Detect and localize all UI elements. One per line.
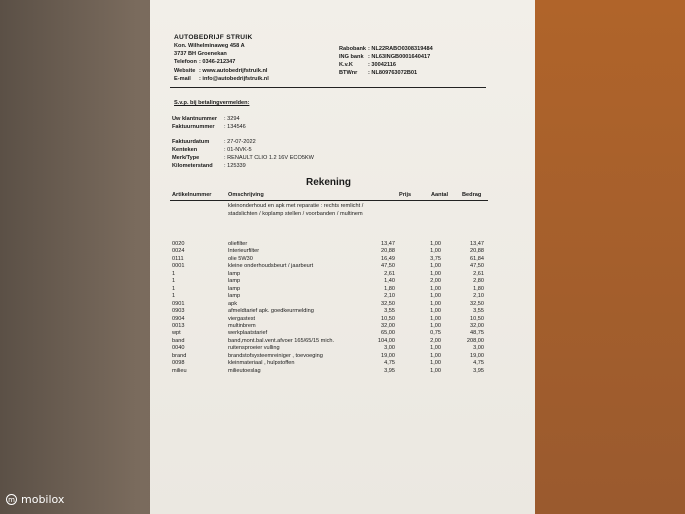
row-artikelnummer: 1 <box>172 270 176 277</box>
row-bedrag: 10,50 <box>470 315 484 322</box>
row-artikelnummer: milieu <box>172 367 187 374</box>
payment-notice: S.v.p. bij betalingvermelden: <box>174 100 250 106</box>
row-bedrag: 2,10 <box>473 293 484 300</box>
kvk-value: : 30042116 <box>368 62 396 68</box>
row-prijs: 13,47 <box>381 241 395 247</box>
row-artikelnummer: 0020 <box>172 241 185 247</box>
kenteken-label: Kenteken <box>172 147 198 153</box>
rabobank-label: Rabobank <box>339 46 367 52</box>
row-aantal: 1,00 <box>430 300 441 307</box>
row-aantal: 1,00 <box>430 352 441 359</box>
background-right <box>535 0 685 514</box>
watermark-logo-icon: m <box>6 494 17 505</box>
faktuurdatum-value: : 27-07-2022 <box>224 139 256 145</box>
btw-label: BTWnr <box>339 70 358 76</box>
row-artikelnummer: 1 <box>172 278 176 285</box>
phone-label: Telefoon <box>174 59 197 65</box>
col-omschrijving: Omschrijving <box>228 192 264 198</box>
row-omschrijving: afmeldtarief apk. goedkeurmelding <box>228 308 314 315</box>
btw-value: : NL809763072B01 <box>368 70 418 76</box>
row-bedrag: 208,00 <box>466 337 484 344</box>
row-aantal: 1,00 <box>430 308 441 315</box>
row-artikelnummer: 0024 <box>172 248 185 255</box>
row-bedrag: 2,61 <box>473 270 484 277</box>
row-bedrag: 3,95 <box>473 367 484 374</box>
row-artikelnummer: 0904 <box>172 315 185 322</box>
row-aantal: 1,00 <box>430 270 441 277</box>
row-aantal: 2,00 <box>430 337 441 344</box>
row-artikelnummer: 1 <box>172 293 176 300</box>
col-bedrag: Bedrag <box>462 192 482 198</box>
row-prijs: 3,95 <box>384 367 395 374</box>
email-label: E-mail <box>174 76 191 82</box>
row-aantal: 1,00 <box>430 293 441 300</box>
row-omschrijving: kleine onderhoudsbeurt / jaarbeurt <box>228 263 314 270</box>
row-omschrijving: lamp <box>228 270 241 277</box>
row-bedrag: 2,80 <box>473 278 484 285</box>
row-artikelnummer: 1 <box>172 285 176 292</box>
row-artikelnummer: 0111 <box>172 255 184 262</box>
row-artikelnummer: 0040 <box>172 345 185 352</box>
invoice-paper <box>150 0 535 514</box>
row-artikelnummer: 0098 <box>172 360 185 367</box>
phone-value: : 0346-212347 <box>199 59 236 65</box>
header-divider <box>170 87 486 88</box>
row-aantal: 1,00 <box>430 241 441 247</box>
kilometerstand-value: : 125339 <box>224 163 246 169</box>
row-artikelnummer: brand <box>172 352 187 359</box>
row-artikelnummer: 0901 <box>172 300 185 307</box>
row-prijs: 3,00 <box>384 345 395 352</box>
row-bedrag: 20,88 <box>470 248 484 255</box>
company-address-2: 3737 BH Groenekan <box>174 51 227 57</box>
row-omschrijving: kleinmateriaal , hulpstoffen <box>228 360 295 367</box>
row-bedrag: 32,00 <box>470 322 484 329</box>
row-bedrag: 3,55 <box>473 308 484 315</box>
row-bedrag: 13,47 <box>470 241 484 247</box>
row-bedrag: 47,50 <box>470 263 484 270</box>
watermark <box>6 493 64 506</box>
table-header-divider <box>170 200 488 201</box>
website-label: Website <box>174 68 196 74</box>
row-prijs: 47,50 <box>381 263 395 270</box>
row-aantal: 2,00 <box>430 278 441 285</box>
row-prijs: 1,80 <box>384 285 395 292</box>
row-prijs: 10,50 <box>381 315 395 322</box>
row-omschrijving: viergastest <box>228 315 256 322</box>
row-omschrijving: ruitensproeier vulling <box>228 345 280 352</box>
row-omschrijving: oliefilter <box>228 241 248 247</box>
col-aantal: Aantal <box>431 192 449 198</box>
col-prijs: Prijs <box>399 192 412 198</box>
row-prijs: 65,00 <box>381 330 395 337</box>
row-bedrag: 48,75 <box>470 330 484 337</box>
row-prijs: 20,88 <box>381 248 395 255</box>
row-aantal: 1,00 <box>430 315 441 322</box>
website-value: : www.autobedrijfstruik.nl <box>199 68 268 74</box>
row-artikelnummer: 0001 <box>172 263 185 270</box>
factuurnummer-value: : 134546 <box>224 124 246 130</box>
row-bedrag: 19,00 <box>470 352 484 359</box>
factuurnummer-label: Faktuurnummer <box>172 124 215 130</box>
row-omschrijving: lamp <box>228 293 241 300</box>
row-aantal: 1,00 <box>430 248 441 255</box>
klantnummer-label: Uw klantnummer <box>172 116 218 122</box>
row-aantal: 3,75 <box>430 255 441 262</box>
row-bedrag: 32,50 <box>470 300 484 307</box>
description-line-2: stadslichten / koplamp stellen / voorbanden / multinem <box>228 211 363 217</box>
row-aantal: 0,75 <box>430 330 441 337</box>
row-omschrijving: lamp <box>228 285 241 292</box>
row-bedrag: 3,00 <box>473 345 484 352</box>
row-bedrag: 61,84 <box>470 255 484 262</box>
invoice-title: Rekening <box>306 177 352 188</box>
kvk-label: K.v.K <box>339 62 353 68</box>
row-bedrag: 4,75 <box>473 360 484 367</box>
row-aantal: 1,00 <box>430 263 441 270</box>
row-prijs: 16,49 <box>381 255 395 262</box>
row-prijs: 1,40 <box>384 278 395 285</box>
row-aantal: 1,00 <box>430 322 441 329</box>
row-omschrijving: brandstofsysteemreiniger , toevoeging <box>228 352 323 359</box>
col-artikelnummer: Artikelnummer <box>172 192 212 198</box>
row-aantal: 1,00 <box>430 345 441 352</box>
ing-value: : NL63INGB0001640417 <box>368 54 431 60</box>
row-aantal: 1,00 <box>430 285 441 292</box>
row-prijs: 4,75 <box>384 360 395 367</box>
merk-value: : RENAULT CLIO 1.2 16V ECO5KW <box>224 155 314 161</box>
kilometerstand-label: Kilometerstand <box>172 163 213 169</box>
description-line-1: kleinonderhoud en apk met reparatie : rechts remlicht / <box>228 203 364 209</box>
row-prijs: 2,61 <box>384 270 395 277</box>
row-aantal: 1,00 <box>430 367 441 374</box>
row-bedrag: 1,80 <box>473 285 484 292</box>
row-prijs: 104,00 <box>377 337 395 344</box>
rabobank-value: : NL22RABO0308319484 <box>368 46 433 52</box>
faktuurdatum-label: Faktuurdatum <box>172 139 210 145</box>
row-artikelnummer: 0013 <box>172 322 185 329</box>
row-omschrijving: werkplaatstarief <box>228 330 268 337</box>
row-artikelnummer: band <box>172 337 185 344</box>
row-prijs: 32,50 <box>381 300 395 307</box>
row-prijs: 19,00 <box>381 352 395 359</box>
row-artikelnummer: 0903 <box>172 308 185 315</box>
klantnummer-value: : 3294 <box>224 116 240 122</box>
row-omschrijving: band,mont.bal.vent.afvoer 165/65/15 mich. <box>228 337 335 344</box>
row-omschrijving: apk <box>228 300 238 307</box>
row-omschrijving: olie 5W30 <box>228 255 253 262</box>
ing-label: ING bank <box>339 54 364 60</box>
row-prijs: 32,00 <box>381 322 395 329</box>
row-omschrijving: milieutoeslag <box>228 367 261 374</box>
merk-label: Merk/Type <box>172 155 200 161</box>
email-value: : info@autobedrijfstruik.nl <box>199 76 269 82</box>
kenteken-value: : 01-NVK-5 <box>224 147 252 153</box>
row-artikelnummer: wpt <box>172 330 181 337</box>
company-name: AUTOBEDRIJF STRUIK <box>174 34 253 41</box>
row-aantal: 1,00 <box>430 360 441 367</box>
row-omschrijving: multinbrem <box>228 322 256 329</box>
row-prijs: 3,55 <box>384 308 395 315</box>
row-omschrijving: lamp <box>228 278 241 285</box>
row-omschrijving: Interieurfilter <box>228 248 260 255</box>
company-address-1: Kon. Wilhelminaweg 458 A <box>174 43 245 49</box>
watermark-text: mobilox <box>21 493 65 506</box>
row-prijs: 2,10 <box>384 293 395 300</box>
